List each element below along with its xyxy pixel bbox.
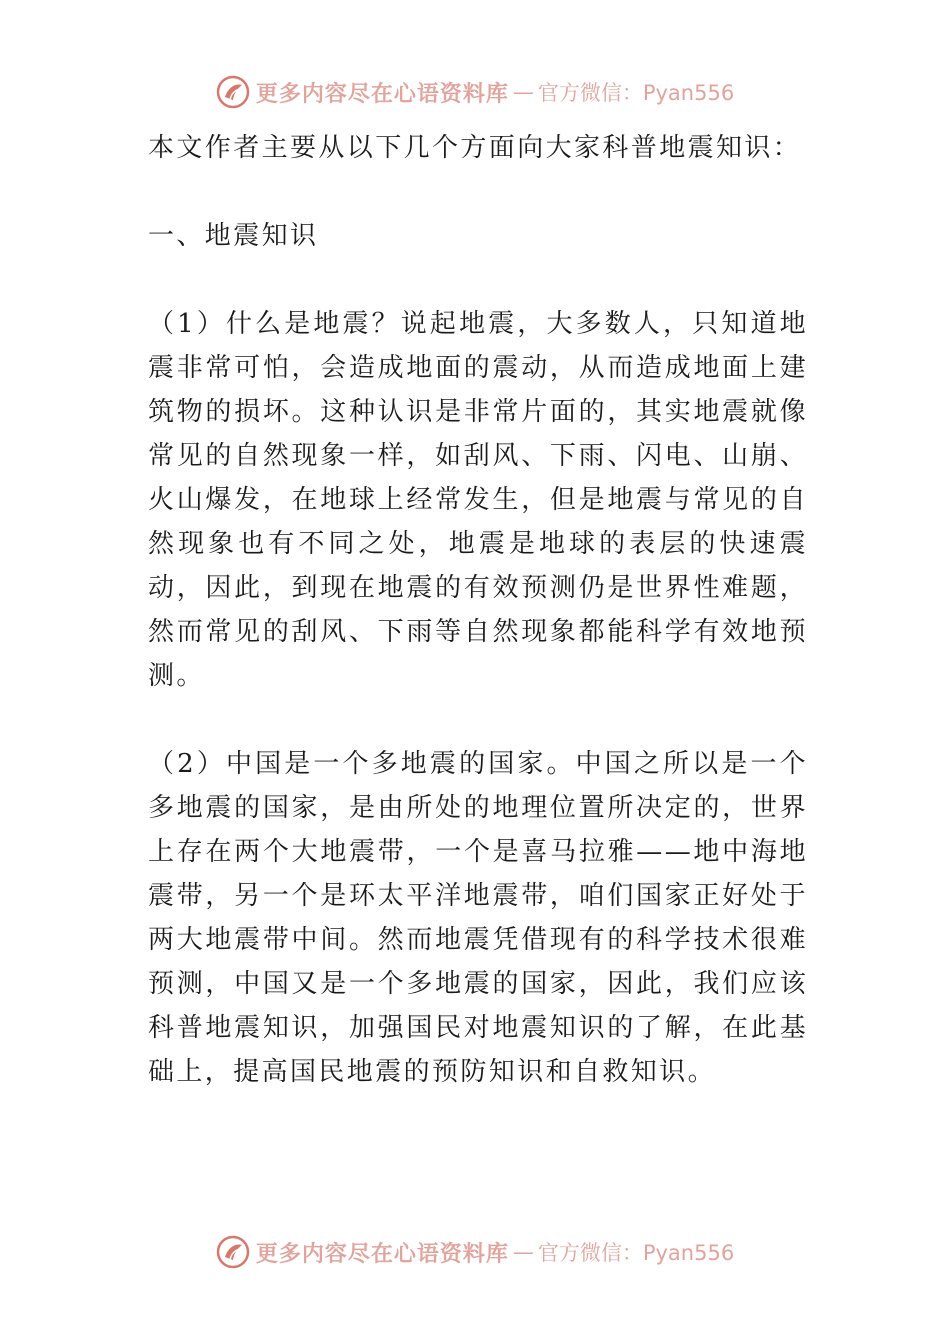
document-body [148, 126, 808, 1094]
banner-brand-text: 更多内容尽在心语资料库 [255, 1241, 509, 1267]
banner-wechat-text: 官方微信：Pyan556 [537, 81, 735, 105]
lotus-logo-icon [216, 75, 250, 109]
section-heading: 一、地震知识 [148, 221, 319, 251]
paragraph-1: （1）什么是地震？说起地震，大多数人，只知道地震非常可怕，会造成地面的震动，从而造成地面上建筑物的损坏。这种认识是非常片面的，其实地震就像常见的自然现象一样，如刮风、下雨、闪电、山崩、火山爆发，在地球上经常发生，但是地震与常见的自然现象也有不同之处，地震是地球的表层的快速震动，因此，到现在地震的有效预测仍是世界性难题，然而常见的刮风、下雨等自然现象都能科学有效地预测。 [148, 309, 808, 691]
lotus-logo-icon [216, 1235, 250, 1269]
banner-dash: — [512, 80, 534, 104]
banner-wechat-text: 官方微信：Pyan556 [537, 1241, 735, 1265]
header-banner [0, 70, 950, 114]
banner-brand-text: 更多内容尽在心语资料库 [255, 81, 509, 107]
footer-banner [0, 1230, 950, 1274]
intro-text: 本文作者主要从以下几个方面向大家科普地震知识： [148, 133, 802, 163]
banner-dash: — [512, 1240, 534, 1264]
paragraph-2: （2）中国是一个多地震的国家。中国之所以是一个多地震的国家，是由所处的地理位置所决定的，世界上存在两个大地震带，一个是喜马拉雅——地中海地震带，另一个是环太平洋地震带，咱们国家正好处于两大地震带中间。然而地震凭借现有的科学技术很难预测，中国又是一个多地震的国家，因此，我们应该科普地震知识，加强国民对地震知识的了解，在此基础上，提高国民地震的预防知识和自救知识。 [148, 749, 808, 1087]
